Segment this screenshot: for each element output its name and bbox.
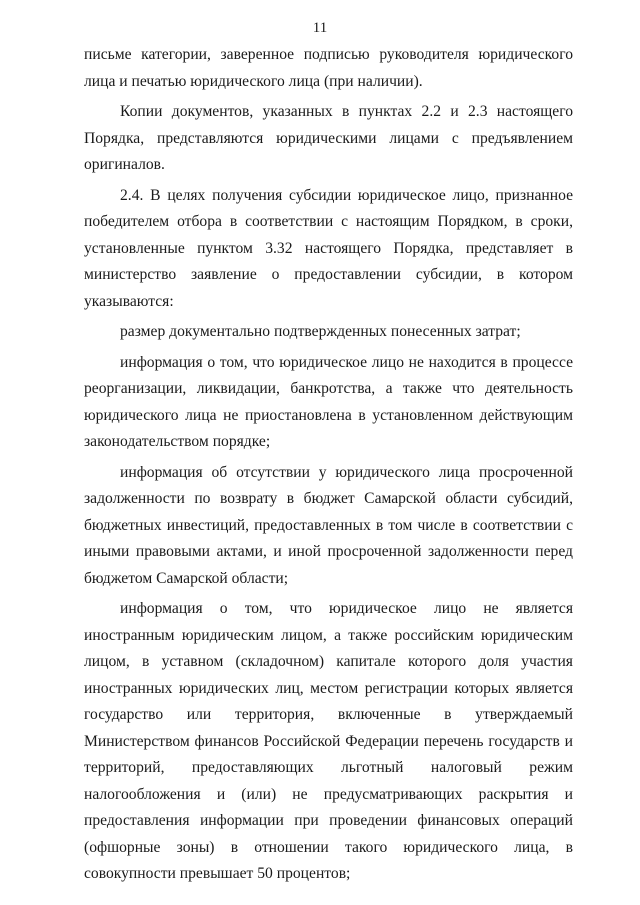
page-number: 11 xyxy=(312,20,328,36)
paragraph-continuation: письме категории, заверенное подписью руководителя юридического лица и печатью юридического лица (при наличии). xyxy=(84,46,573,90)
document-body xyxy=(84,42,573,888)
paragraph-2-4: 2.4. В целях получения субсидии юридическое лицо, признанное победителем отбора в соответствии с настоящим Порядком, в сроки, установленные пунктом 3.32 настоящего Порядка, представляет в министерство заявление о предоставлении субсидии, в котором указываются: xyxy=(84,186,573,310)
paragraph-debt: информация об отсутствии у юридического лица просроченной задолженности по возврату в бюджет Самарской области субсидий, бюджетных инвестиций, предоставленных в том числе в соответствии с иными правовыми актами, и иной просроченной задолженности перед бюджетом Самарской области; xyxy=(84,463,573,587)
paragraph-copies: Копии документов, указанных в пунктах 2.2 и 2.3 настоящего Порядка, представляются юридическими лицами с предъявлением оригиналов. xyxy=(84,103,573,173)
paragraph-reorganization: информация о том, что юридическое лицо не находится в процессе реорганизации, ликвидации, банкротства, а также что деятельность юридического лица не приостановлена в установленном действующим законодательством порядке; xyxy=(84,353,573,450)
paragraph-costs: размер документально подтвержденных понесенных затрат; xyxy=(120,323,521,340)
paragraph-foreign-entity: информация о том, что юридическое лицо не является иностранным юридическим лицом, а также российским юридическим лицом, в уставном (складочном) капитале которого доля участия иностранных юридических лиц, местом регистрации которых является государство или территория, включенные в утверждаемый Министерством финансов Российской Федерации перечень государств и территорий, предоставляющих льготный налоговый режим налогообложения и (или) не предусматривающих раскрытия и предоставления информации при проведении финансовых операций (офшорные зоны) в отношении такого юридического лица, в совокупности превышает 50 процентов; xyxy=(84,600,573,882)
